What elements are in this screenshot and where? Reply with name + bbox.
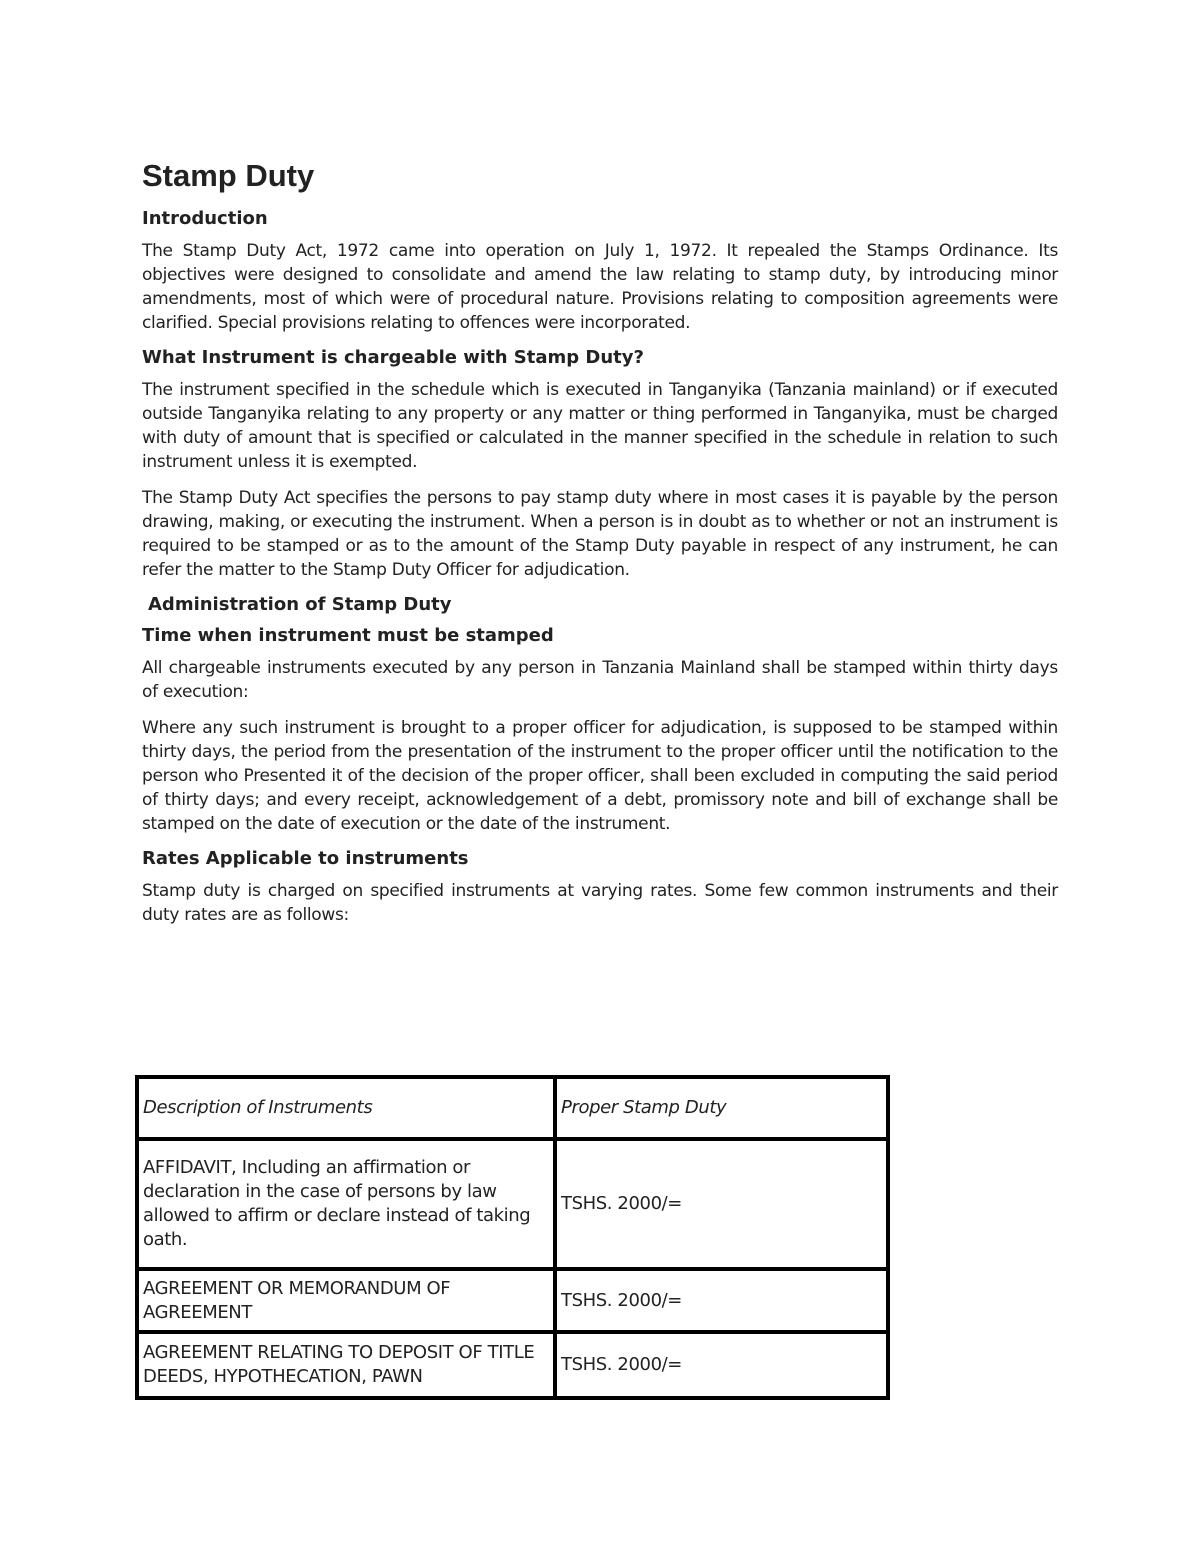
cell-description: AGREEMENT RELATING TO DEPOSIT OF TITLE DEEDS, HYPOTHECATION, PAWN [137, 1332, 555, 1398]
paragraph-chargeable-1: The instrument specified in the schedule which is executed in Tanganyika (Tanzania mainland) or if executed outside Tanganyika relating to any property or any matter or thing performed in Tanganyika, must be charged with duty of amount that is specified or calculated in the manner specified in the schedule in relation to such instrument unless it is exempted. [142, 380, 1058, 472]
cell-description: AGREEMENT OR MEMORANDUM OF AGREEMENT [137, 1269, 555, 1332]
table-row [137, 1269, 888, 1332]
table-row [137, 1139, 888, 1269]
paragraph-introduction: The Stamp Duty Act, 1972 came into operation on July 1, 1972. It repealed the Stamps Ordinance. Its objectives were designed to consolidate and amend the law relating to stamp duty, by introducing minor amendments, most of which were of procedural nature. Provisions relating to composition agreements were clarified. Special provisions relating to offences were incorporated. [142, 241, 1058, 333]
rates-table [135, 1075, 890, 1400]
heading-introduction: Introduction [142, 208, 268, 229]
cell-duty: TSHS. 2000/= [555, 1269, 888, 1332]
heading-rates: Rates Applicable to instruments [142, 848, 469, 869]
table-header-row [137, 1077, 888, 1139]
paragraph-time-1: All chargeable instruments executed by any person in Tanzania Mainland shall be stamped within thirty days of execution: [142, 658, 1058, 702]
heading-chargeable: What Instrument is chargeable with Stamp Duty? [142, 347, 644, 368]
paragraph-chargeable-2: The Stamp Duty Act specifies the persons to pay stamp duty where in most cases it is payable by the person drawing, making, or executing the instrument. When a person is in doubt as to whether or not an instrument is required to be stamped or as to the amount of the Stamp Duty payable in respect of any instrument, he can refer the matter to the Stamp Duty Officer for adjudication. [142, 488, 1058, 580]
heading-administration: Administration of Stamp Duty [148, 594, 452, 615]
header-description: Description of Instruments [137, 1077, 555, 1139]
cell-duty: TSHS. 2000/= [555, 1139, 888, 1269]
document-body [142, 158, 1058, 939]
paragraph-time-2: Where any such instrument is brought to a proper officer for adjudication, is supposed to be stamped within thirty days, the period from the presentation of the instrument to the proper officer until the notification to the person who Presented it of the decision of the proper officer, shall been excluded in computing the said period of thirty days; and every receipt, acknowledgement of a debt, promissory note and bill of exchange shall be stamped on the date of execution or the date of the instrument. [142, 718, 1058, 834]
heading-time: Time when instrument must be stamped [142, 625, 554, 646]
cell-description: AFFIDAVIT, Including an affirmation or declaration in the case of persons by law allowed to affirm or declare instead of taking oath. [137, 1139, 555, 1269]
header-duty: Proper Stamp Duty [555, 1077, 888, 1139]
page-title: Stamp Duty [142, 158, 315, 193]
paragraph-rates: Stamp duty is charged on specified instruments at varying rates. Some few common instruments and their duty rates are as follows: [142, 881, 1058, 925]
table-row [137, 1332, 888, 1398]
cell-duty: TSHS. 2000/= [555, 1332, 888, 1398]
